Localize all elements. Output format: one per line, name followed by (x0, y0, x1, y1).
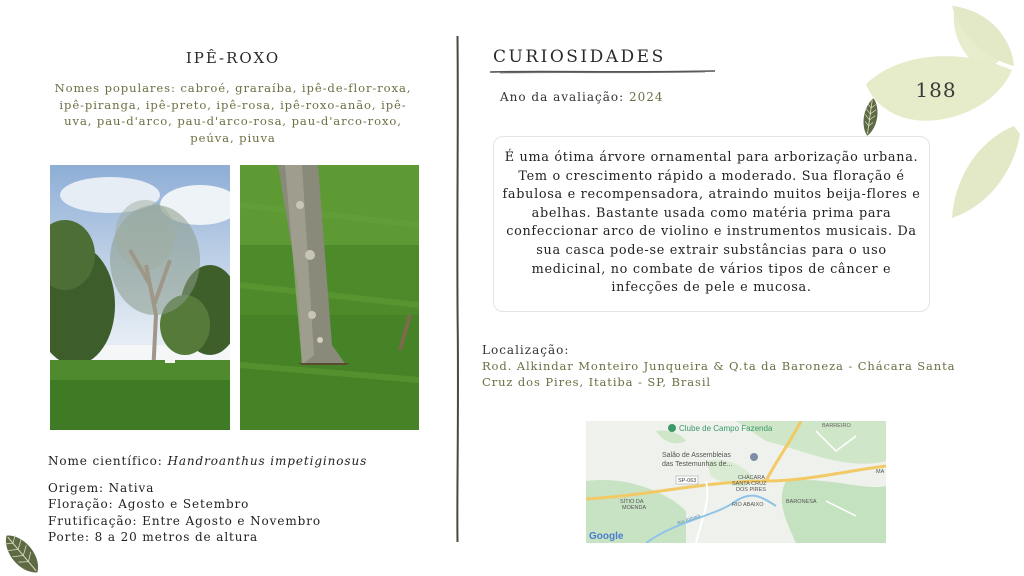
church-pin-icon[interactable] (750, 453, 758, 461)
map-label-road: SP-063 (678, 478, 697, 484)
map-label-church-1: Salão de Assembleias (662, 452, 731, 459)
map-label-sitio-1: SÍTIO DA (620, 499, 644, 505)
map-label-rio-abaixo: RIO ABAIXO (732, 502, 764, 508)
small-leaf-icon (861, 97, 879, 136)
scientific-name-line (48, 454, 367, 468)
evaluation-year (500, 90, 664, 104)
map-label-sitio-2: MOENDA (622, 505, 647, 511)
map-label-barreiro: BARREIRO (822, 423, 851, 429)
location-map[interactable] (586, 421, 886, 543)
club-pin-icon[interactable] (668, 424, 676, 432)
leaf-shape (952, 126, 1020, 218)
map-label-chacara-3: DOS PIRES (736, 487, 766, 493)
scientific-name: Handroanthus impetiginosus (167, 454, 368, 468)
title-underline (490, 68, 715, 76)
flowering: Floração: Agosto e Setembro (48, 497, 250, 511)
google-logo: Google (589, 531, 624, 542)
map-label-baronesa: BARONESA (786, 499, 817, 505)
trunk-photo (240, 165, 419, 430)
location-label: Localização: (482, 343, 570, 357)
map-label-river: Rio Atibaia (676, 513, 702, 527)
curiosities-title: CURIOSIDADES (493, 47, 666, 67)
size: Porte: 8 a 20 metros de altura (48, 530, 259, 544)
curiosities-text-box (493, 136, 930, 312)
species-title: IPÊ-ROXO (185, 49, 281, 67)
map-label-edge: MA (876, 469, 885, 475)
map-label-chacara-2: SANTA CRUZ (732, 481, 767, 487)
tree-photo (50, 165, 230, 430)
popular-names: Nomes populares: cabroé, graraíba, ipê-de-flor-roxa, ipê-piranga, ipê-preto, ipê-rosa, ipê-roxo-anão, ipê-uva, pau-d'arco, pau-d'arco-rosa, pau-d'arco-roxo, peúva, piuva (54, 81, 412, 145)
origin: Origem: Nativa (48, 481, 155, 495)
fruiting: Frutificação: Entre Agosto e Novembro (48, 514, 321, 528)
year-label: Ano da avaliação: (500, 90, 625, 104)
location-address: Rod. Alkindar Monteiro Junqueira & Q.ta da Baroneza - Chácara Santa Cruz dos Pires, Itatiba - SP, Brasil (482, 359, 956, 389)
year-value: 2024 (628, 90, 664, 104)
corner-leaf-icon (0, 528, 48, 576)
map-label-church-2: das Testemunhas de... (662, 461, 733, 468)
curiosities-text: É uma ótima árvore ornamental para arborização urbana. Tem o crescimento rápido a moderado. Sua floração é fabulosa e recompensadora, atraindo muitos beija-flores e abelhas. Bastante usada como matéria prima para confeccionar arco de violino e instrumentos musicais. Da sua casca pode-se extrair substâncias para o uso medicinal, no combate de vários tipos de câncer e infecções de pele e mucosa. (502, 150, 921, 296)
column-divider (455, 36, 460, 542)
page-number: 188 (915, 78, 957, 102)
map-label-chacara-1: CHÁCARA (738, 475, 765, 481)
scientific-label: Nome científico: (48, 454, 163, 468)
map-label-club: Clube de Campo Fazenda (679, 424, 773, 433)
